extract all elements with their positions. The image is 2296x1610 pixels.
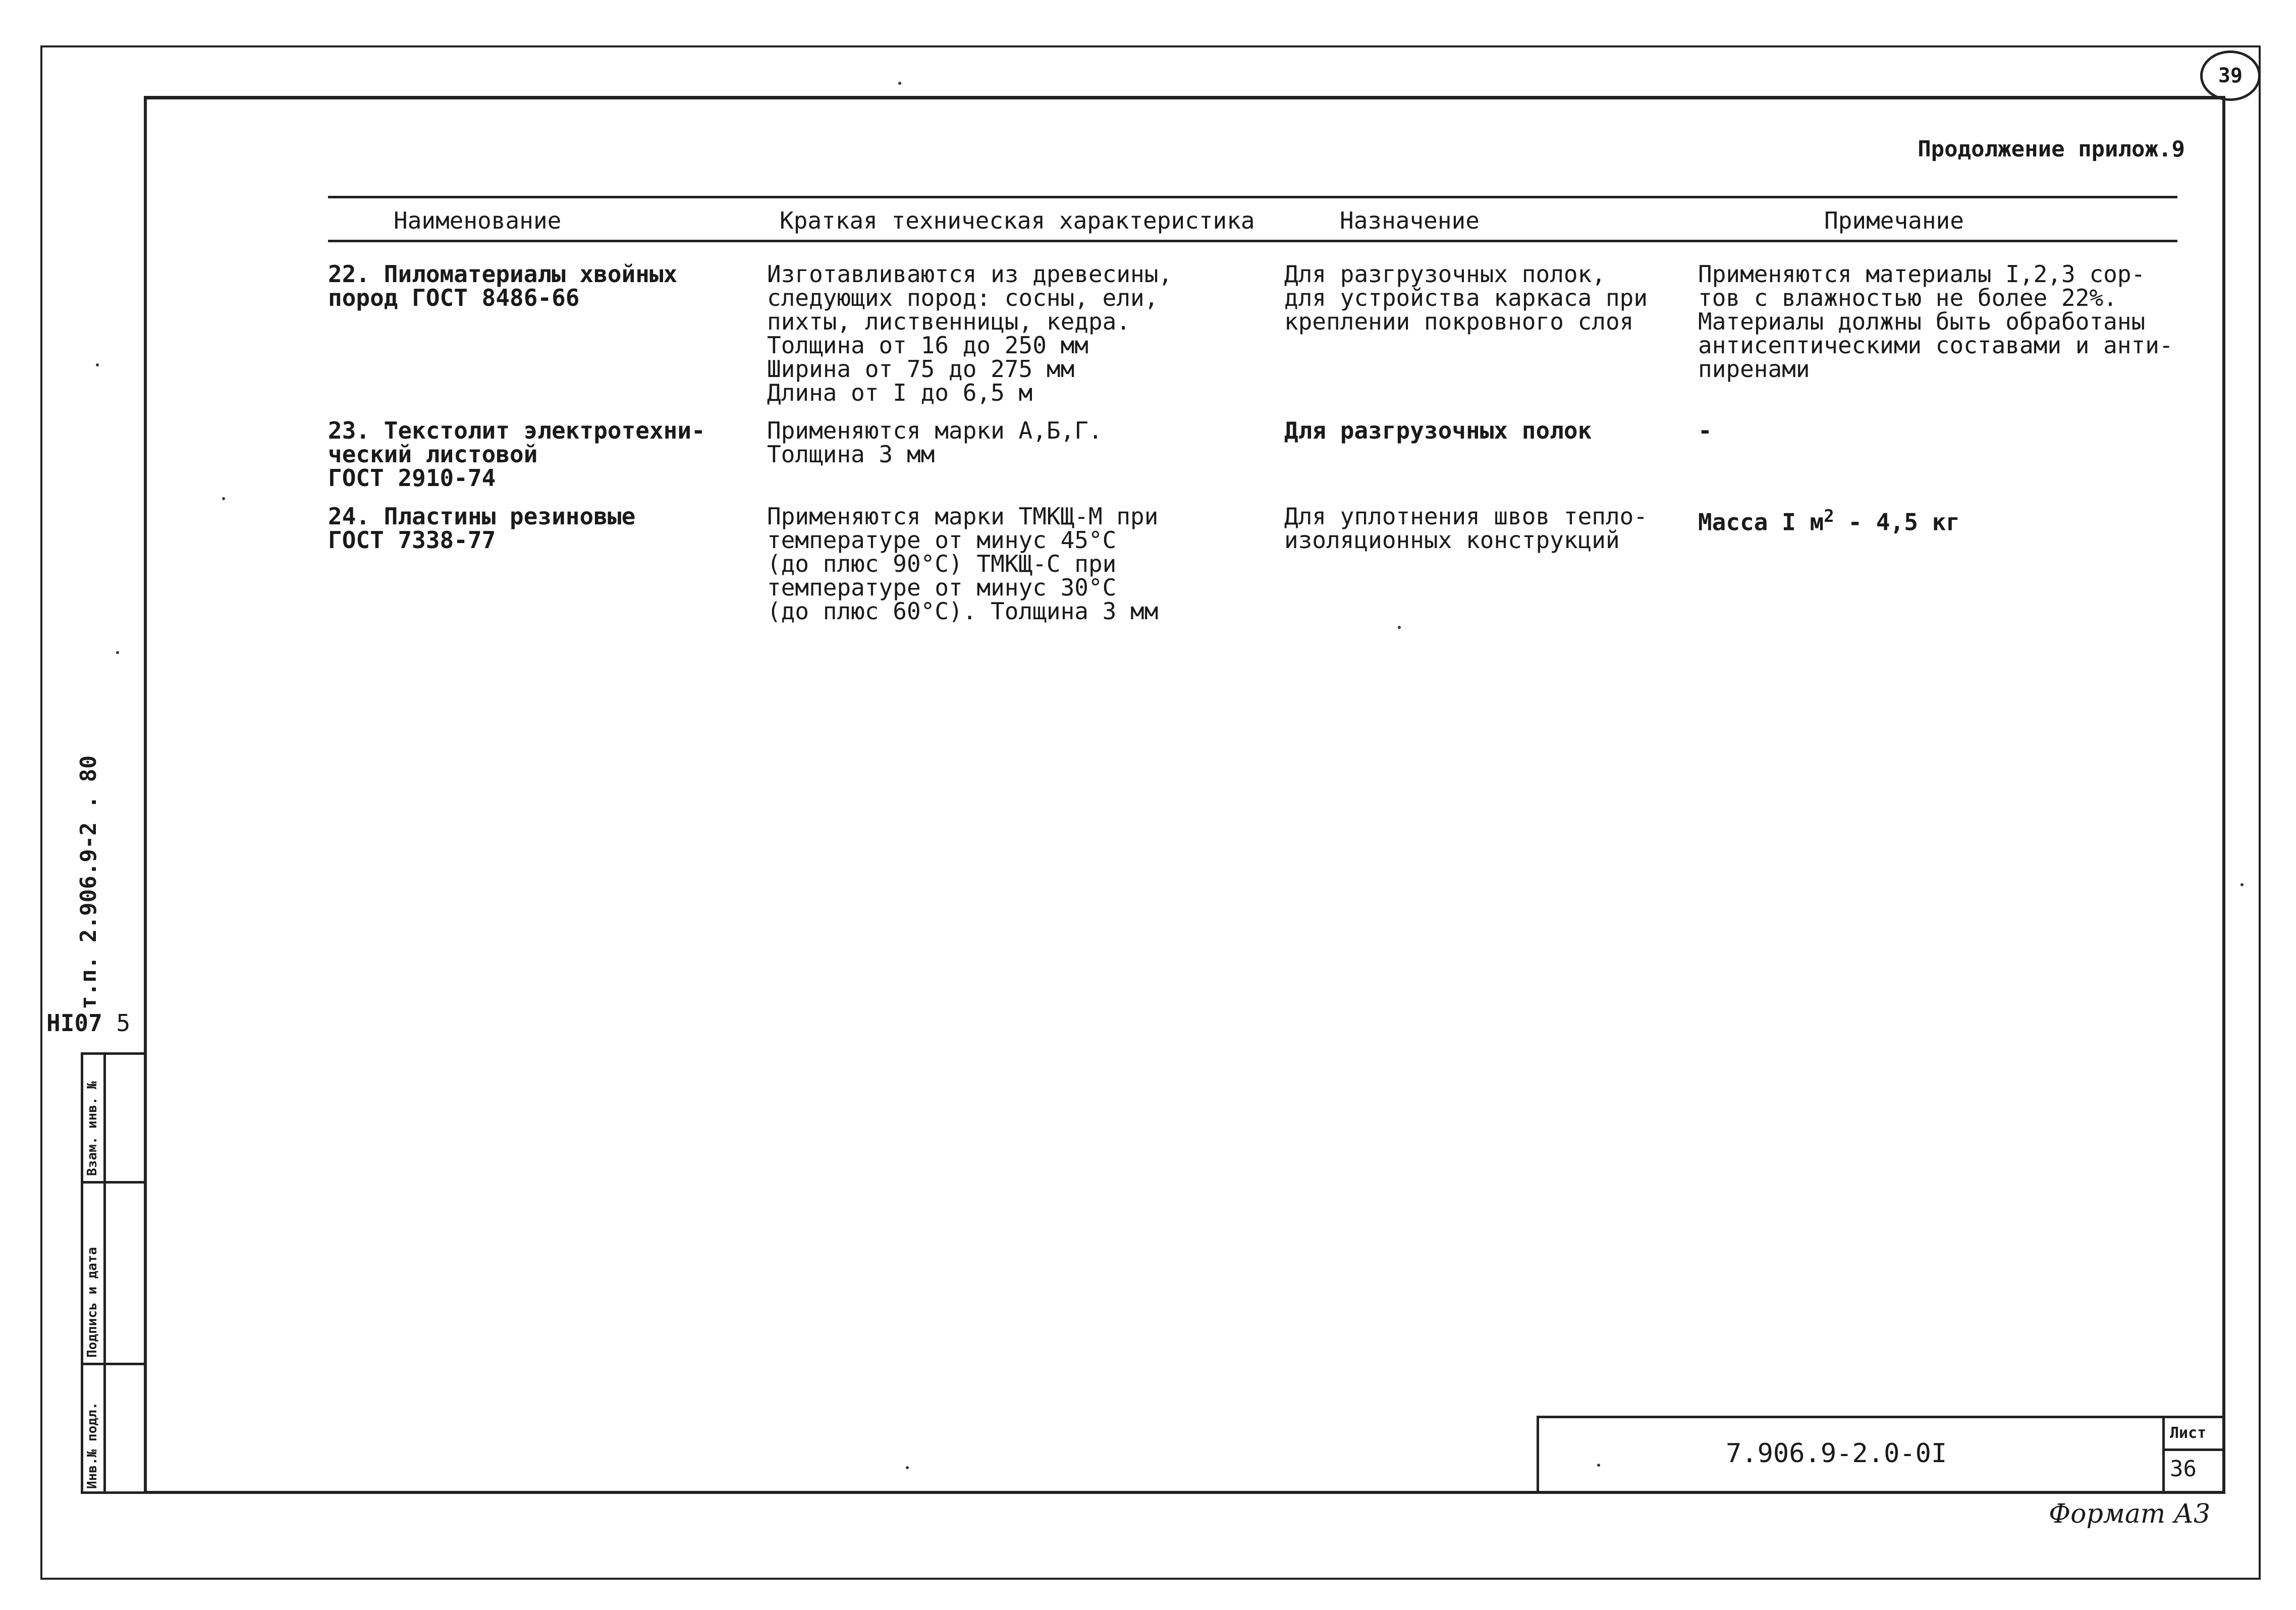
scan-speck <box>222 497 225 500</box>
binding-strip-row-2 <box>81 1363 146 1365</box>
side-label-replacement-inv: Взам. инв. № <box>85 1081 100 1176</box>
header-note: Примечание <box>1824 207 1964 234</box>
row-24-name: 24. Пластины резиновые ГОСТ 7338-77 <box>328 503 636 554</box>
row-22-spec: Изготавливаются из древесины, следующих пород: сосны, ели, пихты, лиственницы, кедра. Толщина от 16 до 250 мм Ширина от 75 до 275 мм Длина от I до 6,5 м <box>767 260 1173 406</box>
scan-speck <box>2240 883 2244 886</box>
row-24-note-suffix: - 4,5 кг <box>1834 508 1960 536</box>
binding-strip-divider <box>103 1052 106 1494</box>
side-inv: НI07 <box>46 1009 102 1037</box>
format-label: Формат А3 <box>2049 1499 2211 1529</box>
table-top-rule <box>328 196 2177 198</box>
side-inventory-number <box>46 1009 130 1037</box>
side-label-signature-date: Подпись и дата <box>85 1247 100 1358</box>
side-inv-suffix: 5 <box>116 1009 131 1037</box>
header-name: Наименование <box>394 207 562 234</box>
scan-speck <box>1597 1464 1600 1467</box>
scan-speck <box>898 82 901 85</box>
side-label-original-inv: Инв.№ подл. <box>85 1402 100 1489</box>
table-header-rule <box>328 240 2177 242</box>
row-22-purpose: Для разгрузочных полок, для устройства каркаса при креплении покровного слоя <box>1284 260 1648 335</box>
title-block-divider <box>2162 1416 2165 1494</box>
scan-speck <box>1398 626 1401 629</box>
row-24-purpose: Для уплотнения швов тепло- изоляционных конструкций <box>1284 503 1648 554</box>
sheet-number: 36 <box>2170 1456 2197 1482</box>
scan-speck <box>96 363 99 366</box>
header-purpose: Назначение <box>1340 207 1480 234</box>
scan-speck <box>116 651 119 654</box>
row-23-purpose: Для разгрузочных полок <box>1284 417 1592 444</box>
row-22-note: Применяются материалы I,2,3 сор- тов с влажностью не более 22%. Материалы должны быть обработаны антисептическими составами и анти- пиренами <box>1698 260 2173 383</box>
row-22-name: 22. Пиломатериалы хвойных пород ГОСТ 8486-66 <box>328 260 678 311</box>
row-24-spec: Применяются марки ТМКЩ-М при температуре от минус 45°С (до плюс 90°С) ТМКЩ-С при температуре от минус 30°С (до плюс 60°С). Толщина 3 мм <box>767 503 1159 625</box>
continuation-label: Продолжение прилож.9 <box>1918 136 2185 162</box>
row-24-note <box>1698 505 1960 534</box>
side-doc-code: т.п. 2.906.9-2 . 80 <box>76 755 101 1009</box>
row-23-note: - <box>1698 417 1712 444</box>
sheet-circle: 39 <box>2200 50 2261 101</box>
header-spec: Краткая техническая характеристика <box>780 207 1255 234</box>
row-23-spec: Применяются марки А,Б,Г. Толщина 3 мм <box>767 417 1103 468</box>
title-block-sheet-rule <box>2162 1448 2225 1451</box>
row-24-note-sup: 2 <box>1824 506 1834 526</box>
scan-speck <box>906 1466 909 1469</box>
row-23-name: 23. Текстолит электротехни- ческий листовой ГОСТ 2910-74 <box>328 417 705 492</box>
sheet-label: Лист <box>2170 1424 2207 1442</box>
document-code: 7.906.9-2.0-0I <box>1726 1438 1947 1469</box>
row-24-note-prefix: Масса I м <box>1698 508 1824 536</box>
binding-strip-row-1 <box>81 1181 146 1184</box>
